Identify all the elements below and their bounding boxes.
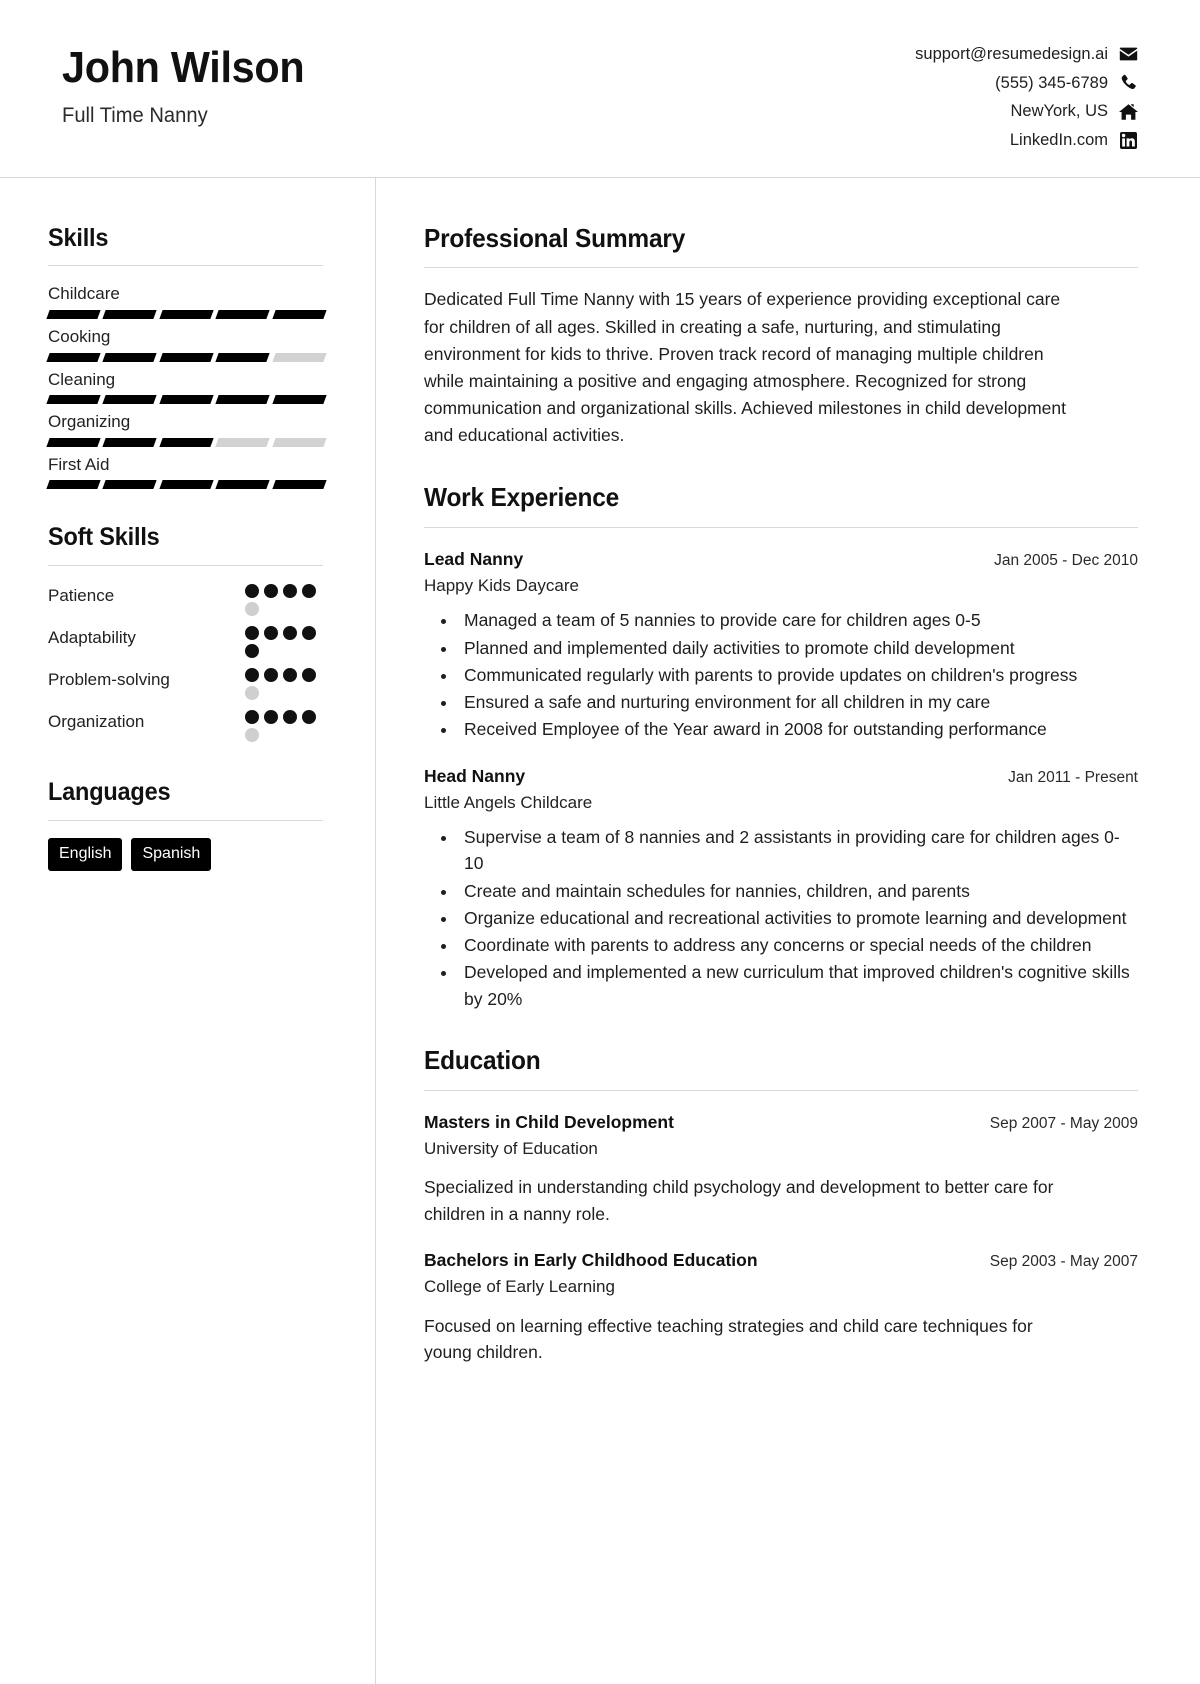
soft-skills-list	[48, 582, 323, 744]
skill-bar-segment	[46, 395, 101, 404]
resume-body	[0, 178, 1200, 1684]
skill-item	[48, 368, 323, 405]
rating-dot	[302, 668, 316, 682]
contact-text: (555) 345-6789	[995, 73, 1108, 92]
skill-bar-segment	[159, 353, 214, 362]
work-role: Head Nanny	[424, 765, 526, 786]
rating-dot	[283, 668, 297, 682]
work-entry	[424, 765, 1138, 1012]
full-name: John Wilson	[62, 43, 305, 92]
work-bullet: • Received Employee of the Year award in 2008 for outstanding performance	[458, 716, 1138, 742]
skill-bar-segment	[216, 438, 271, 447]
skill-bar-segment	[46, 438, 101, 447]
language-badge: English	[48, 838, 122, 871]
skills-list	[48, 282, 323, 489]
work-bullet-list	[424, 824, 1138, 1012]
work-bullet: • Ensured a safe and nurturing environment for all children in my care	[458, 689, 1138, 715]
skill-bar-segment	[103, 395, 158, 404]
skill-bar-segment	[159, 310, 214, 319]
skill-bar-segment	[103, 438, 158, 447]
professional-summary-text: Dedicated Full Time Nanny with 15 years of experience providing exceptional care for children of all ages. Skilled in creating a safe, nurturing, and stimulating environment for kids to thrive. Proven track record of managing multiple children while maintaining a positive and engaging atmosphere. Recognized for strong communication and organizational skills. Achieved milestones in child development and educational activities.	[424, 289, 1067, 446]
skill-bar-segment	[272, 438, 327, 447]
skills-section	[48, 224, 323, 490]
contact-block	[915, 38, 1138, 151]
education-section	[424, 1046, 1138, 1366]
skill-level-bar	[48, 395, 325, 404]
education-date-range: Sep 2007 - May 2009	[989, 1114, 1138, 1132]
section-divider	[424, 527, 1138, 528]
skills-heading: Skills	[48, 223, 109, 252]
skill-bar-segment	[216, 353, 271, 362]
skill-bar-segment	[272, 310, 327, 319]
work-bullet: • Developed and implemented a new curriculum that improved children's cognitive skills by 20%	[458, 959, 1138, 1012]
contact-row[interactable]	[1010, 130, 1138, 151]
work-bullet: • Communicated regularly with parents to provide updates on children's progress	[458, 662, 1138, 688]
rating-dot	[283, 710, 297, 724]
professional-summary-heading: Professional Summary	[424, 222, 686, 253]
soft-skill-item	[48, 582, 323, 618]
rating-dot	[264, 584, 278, 598]
skill-bar-segment	[46, 310, 101, 319]
skill-name: First Aid	[48, 454, 110, 474]
rating-dot	[264, 710, 278, 724]
skill-item	[48, 325, 323, 362]
education-entry-header	[424, 1249, 1138, 1273]
rating-dot	[302, 584, 316, 598]
soft-skill-name: Adaptability	[48, 628, 136, 648]
rating-dot	[245, 728, 259, 742]
work-bullet: • Coordinate with parents to address any concerns or special needs of the children	[458, 932, 1138, 958]
education-degree: Masters in Child Development	[424, 1111, 674, 1132]
skill-name: Organizing	[48, 412, 131, 432]
work-experience-heading: Work Experience	[424, 482, 620, 513]
skill-bar-segment	[103, 480, 158, 489]
education-school: College of Early Learning	[424, 1277, 615, 1297]
section-divider	[424, 1090, 1138, 1091]
skill-item	[48, 453, 323, 490]
skill-level-bar	[48, 480, 325, 489]
skill-bar-segment	[46, 353, 101, 362]
rating-dot	[245, 602, 259, 616]
skill-bar-segment	[103, 353, 158, 362]
work-entry-header	[424, 765, 1138, 789]
skill-bar-segment	[159, 438, 214, 447]
rating-dot	[245, 644, 259, 658]
skill-item	[48, 282, 323, 319]
skill-level-bar	[48, 353, 325, 362]
work-bullet: • Managed a team of 5 nannies to provide care for children ages 0-5	[458, 607, 1138, 633]
section-divider	[424, 267, 1138, 268]
work-role: Lead Nanny	[424, 549, 524, 570]
education-entry	[424, 1249, 1138, 1366]
work-bullet: • Planned and implemented daily activities to promote child development	[458, 635, 1138, 661]
soft-skills-section	[48, 523, 323, 744]
professional-summary-section	[424, 224, 1138, 450]
rating-dot	[245, 668, 259, 682]
skill-name: Cleaning	[48, 369, 116, 389]
soft-skill-item	[48, 708, 323, 744]
skill-name: Childcare	[48, 284, 120, 304]
language-badge: Spanish	[131, 838, 211, 871]
soft-skill-item	[48, 624, 323, 660]
soft-skill-rating	[245, 624, 323, 660]
contact-text: support@resumedesign.ai	[915, 45, 1108, 63]
skill-bar-segment	[216, 480, 271, 489]
job-title: Full Time Nanny	[62, 104, 208, 128]
skill-item	[48, 410, 323, 447]
work-entry-header	[424, 548, 1138, 572]
skill-bar-segment	[159, 480, 214, 489]
rating-dot	[245, 710, 259, 724]
soft-skill-name: Organization	[48, 712, 145, 732]
main-column	[376, 178, 1200, 1684]
rating-dot	[245, 626, 259, 640]
rating-dot	[283, 584, 297, 598]
section-divider	[48, 820, 323, 821]
skill-bar-segment	[216, 395, 271, 404]
soft-skill-rating	[245, 582, 323, 618]
work-experience-section	[424, 483, 1138, 1012]
work-entries	[424, 548, 1138, 1012]
education-date-range: Sep 2003 - May 2007	[989, 1253, 1138, 1271]
section-divider	[48, 265, 323, 266]
skill-bar-segment	[159, 395, 214, 404]
linkedin-icon	[1119, 131, 1138, 150]
skill-name: Cooking	[48, 326, 111, 346]
contact-text: LinkedIn.com	[1009, 130, 1108, 149]
languages-list	[48, 838, 323, 871]
skill-bar-segment	[272, 395, 327, 404]
education-heading: Education	[424, 1044, 541, 1075]
rating-dot	[302, 710, 316, 724]
contact-row[interactable]	[1010, 101, 1138, 122]
sidebar	[0, 178, 376, 1684]
work-date-range: Jan 2005 - Dec 2010	[994, 552, 1138, 570]
work-bullet: • Create and maintain schedules for nannies, children, and parents	[458, 878, 1138, 904]
soft-skills-heading: Soft Skills	[48, 523, 160, 552]
education-entry	[424, 1111, 1138, 1228]
skill-level-bar	[48, 310, 325, 319]
phone-icon	[1119, 73, 1138, 92]
soft-skill-rating	[245, 708, 323, 744]
envelope-icon	[1119, 45, 1138, 64]
work-organization: Little Angels Childcare	[424, 792, 593, 812]
education-school: University of Education	[424, 1138, 598, 1158]
soft-skill-rating	[245, 666, 323, 702]
skill-level-bar	[48, 438, 325, 447]
work-bullet: • Supervise a team of 8 nannies and 2 assistants in providing care for children ages 0-10	[458, 824, 1138, 877]
rating-dot	[302, 626, 316, 640]
skill-bar-segment	[216, 310, 271, 319]
soft-skill-item	[48, 666, 323, 702]
contact-text: NewYork, US	[1010, 102, 1108, 121]
work-bullet-list	[424, 607, 1138, 742]
identity-block	[62, 38, 320, 129]
languages-heading: Languages	[48, 778, 171, 807]
section-divider	[48, 565, 323, 566]
rating-dot	[245, 584, 259, 598]
education-entry-header	[424, 1111, 1138, 1135]
resume-header	[0, 0, 1200, 178]
soft-skill-name: Patience	[48, 586, 115, 606]
education-degree: Bachelors in Early Childhood Education	[424, 1250, 758, 1271]
rating-dot	[264, 668, 278, 682]
skill-bar-segment	[46, 480, 101, 489]
work-bullet: • Organize educational and recreational activities to promote learning and development	[458, 905, 1138, 931]
contact-row[interactable]	[915, 44, 1138, 65]
rating-dot	[245, 686, 259, 700]
skill-bar-segment	[272, 480, 327, 489]
languages-section	[48, 778, 323, 871]
rating-dot	[264, 626, 278, 640]
rating-dot	[283, 626, 297, 640]
skill-bar-segment	[272, 353, 327, 362]
contact-row[interactable]	[995, 73, 1138, 94]
soft-skill-name: Problem-solving	[48, 670, 170, 690]
education-description: Specialized in understanding child psychology and development to better care for children in a nanny role.	[424, 1177, 1054, 1224]
education-entries	[424, 1111, 1138, 1366]
work-entry	[424, 548, 1138, 743]
work-date-range: Jan 2011 - Present	[1008, 768, 1138, 786]
skill-bar-segment	[103, 310, 158, 319]
home-icon	[1119, 102, 1138, 121]
education-description: Focused on learning effective teaching strategies and child care techniques for young children.	[424, 1315, 1033, 1363]
work-organization: Happy Kids Daycare	[424, 575, 579, 595]
